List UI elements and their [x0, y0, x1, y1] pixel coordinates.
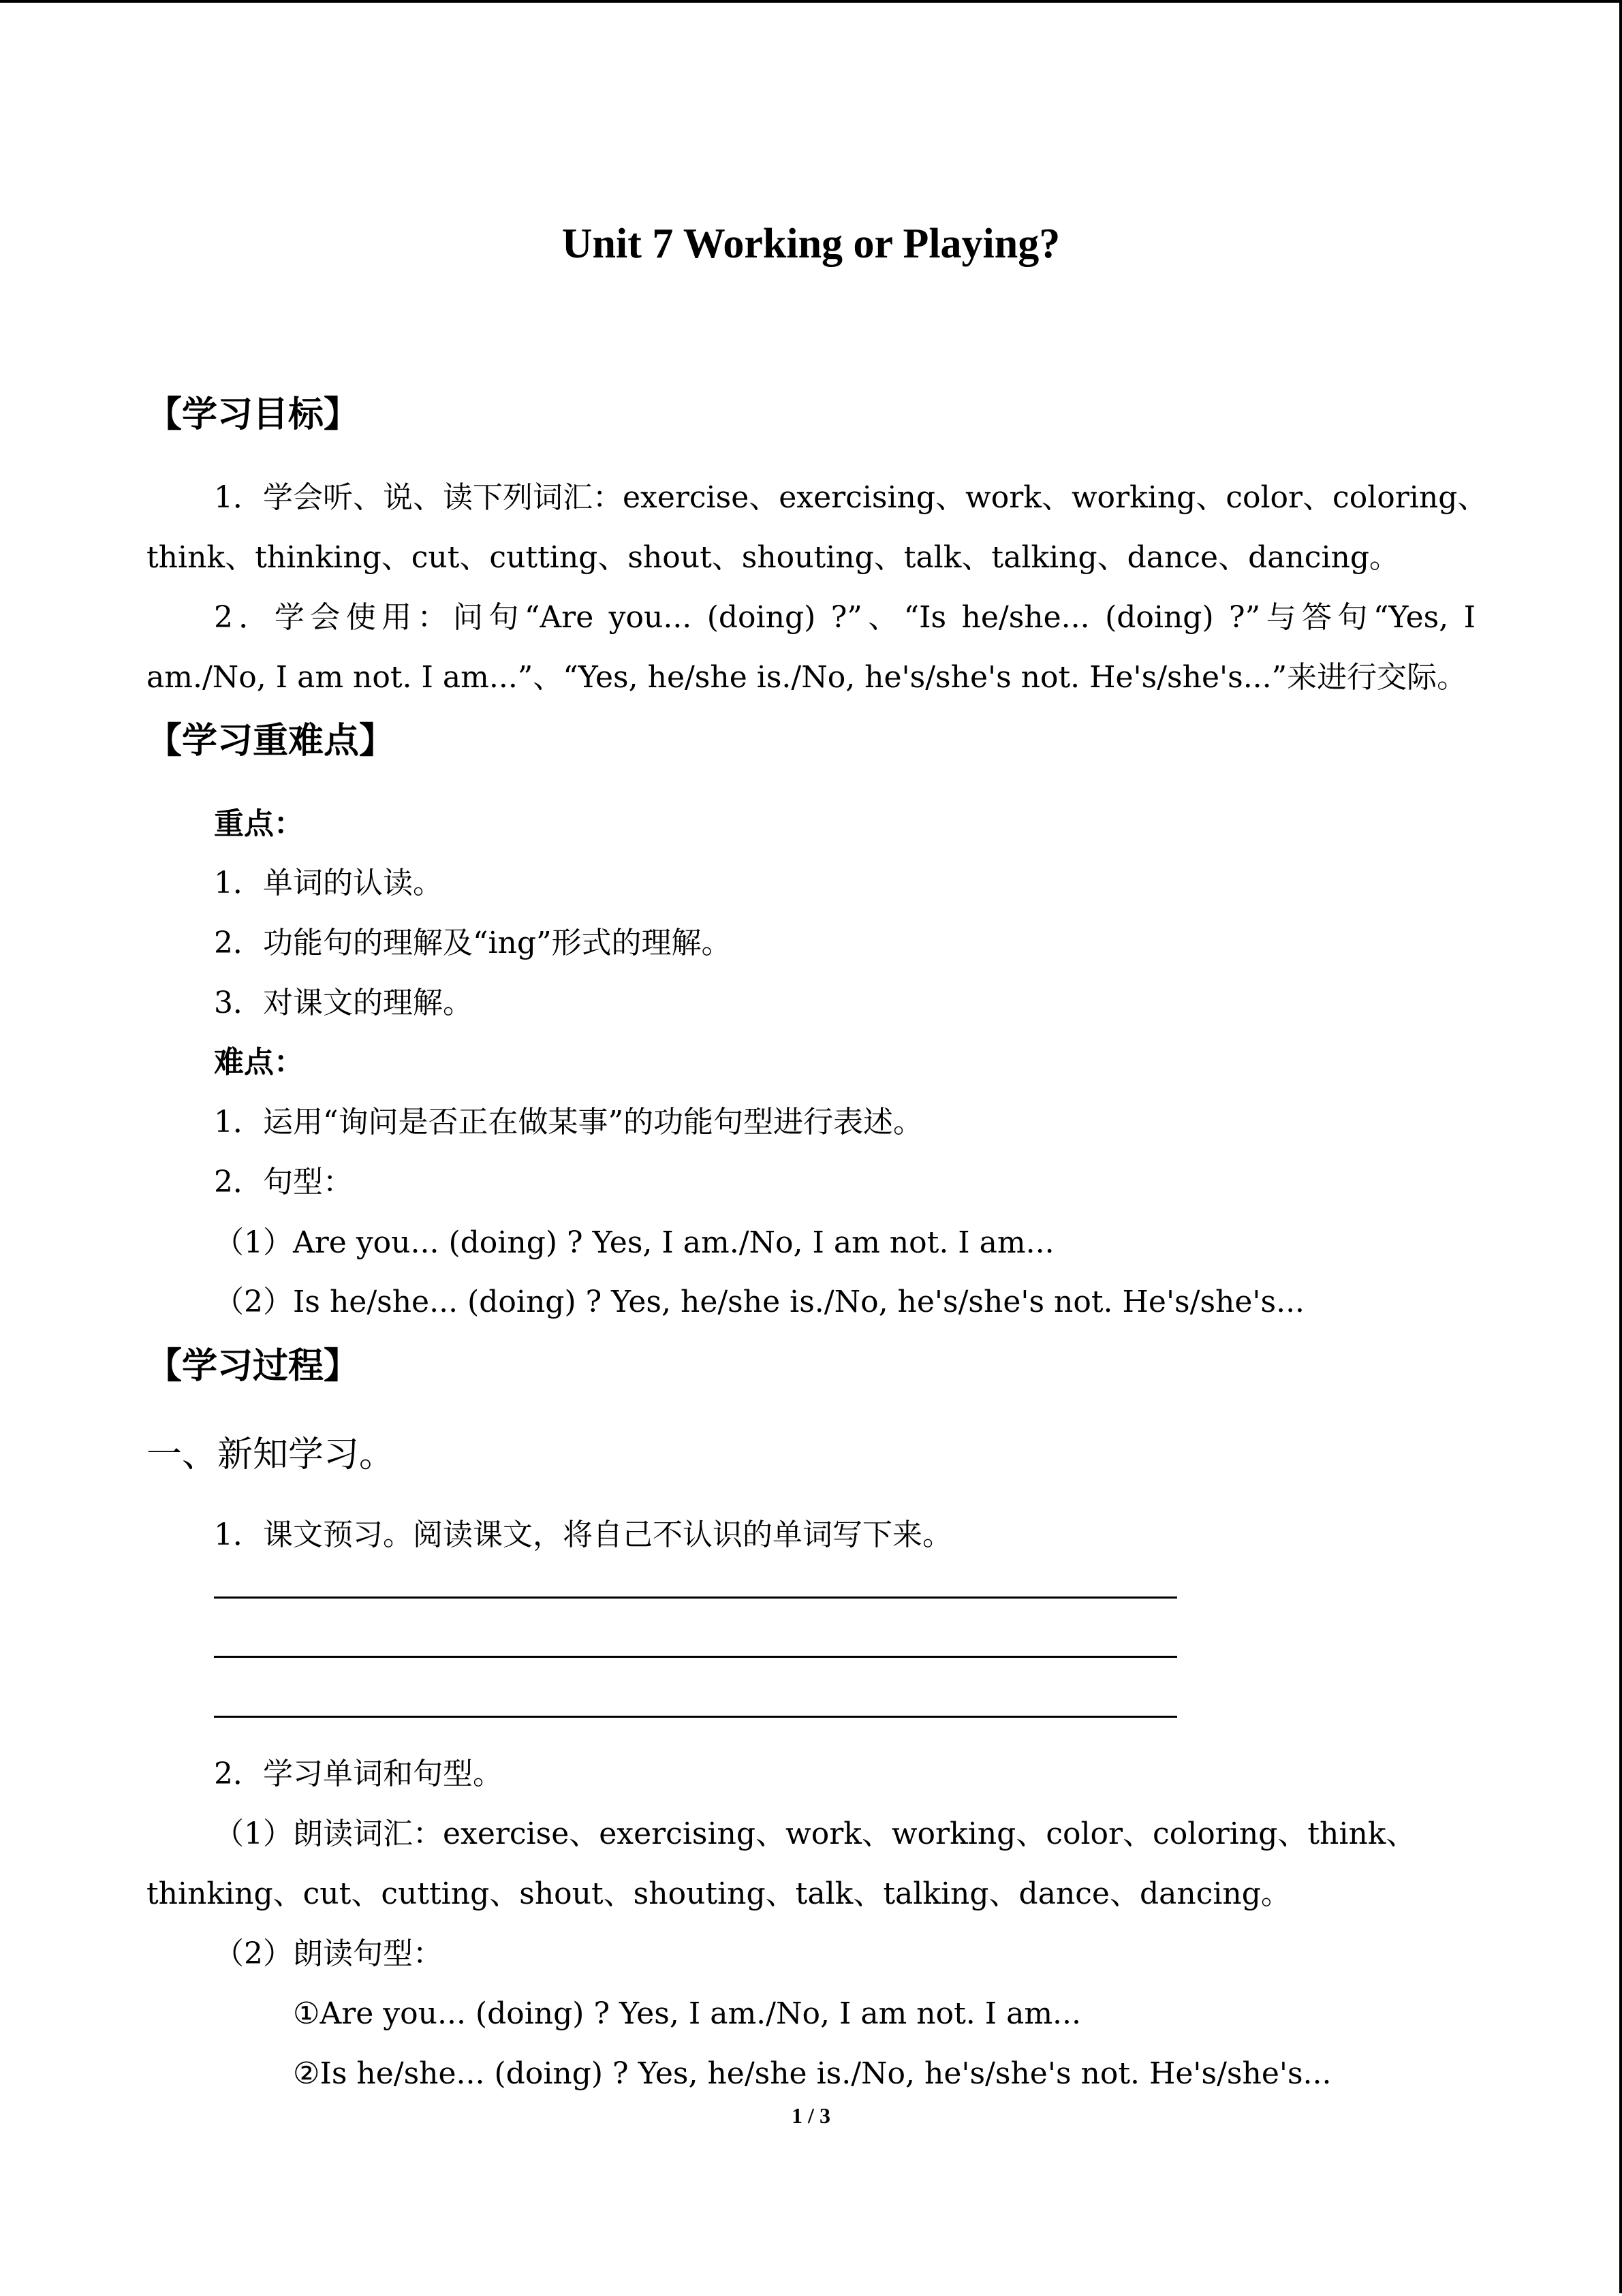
- section-heading-key-points: 【学习重难点】: [146, 721, 395, 761]
- objective-item-2-line-1: 2．学会使用：问句“Are you... (doing) ?”、“Is he/she... (doing) ?”与答句“Yes, I: [214, 600, 1476, 635]
- answer-blank-line-1[interactable]: [214, 1597, 1177, 1599]
- focus-label: 重点：: [214, 806, 304, 841]
- difficulty-pattern-2: （2）Is he/she... (doing) ? Yes, he/she is./No, he's/she's not. He's/she's...: [214, 1285, 1305, 1319]
- section-heading-objectives: 【学习目标】: [146, 394, 360, 435]
- task-2-sub-1-line-1: （1）朗读词汇：exercise、exercising、work、working、color、coloring、think、: [214, 1817, 1416, 1851]
- focus-item-2: 2．功能句的理解及“ing”形式的理解。: [214, 926, 732, 960]
- objective-item-1-line-2: think、thinking、cut、cutting、shout、shouting、talk、talking、dance、dancing。: [146, 540, 1400, 575]
- task-2-sentence-2: ②Is he/she... (doing) ? Yes, he/she is./No, he's/she's not. He's/she's...: [293, 2056, 1332, 2091]
- difficulty-pattern-1: （1）Are you... (doing) ? Yes, I am./No, I am not. I am...: [214, 1225, 1055, 1260]
- difficulty-label: 难点：: [214, 1045, 304, 1080]
- focus-item-3: 3．对课文的理解。: [214, 986, 473, 1020]
- difficulty-item-2: 2．句型：: [214, 1165, 353, 1199]
- focus-item-1: 1．单词的认读。: [214, 866, 443, 900]
- task-2-sub-2: （2）朗读句型：: [214, 1936, 443, 1971]
- task-2-sub-1-line-2: thinking、cut、cutting、shout、shouting、talk、talking、dance、dancing。: [146, 1876, 1291, 1911]
- difficulty-item-1: 1．运用“询问是否正在做某事”的功能句型进行表述。: [214, 1105, 923, 1139]
- task-1-instruction: 1．课文预习。阅读课文，将自己不认识的单词写下来。: [214, 1517, 952, 1552]
- part-1-heading: 一、新知学习。: [146, 1434, 395, 1475]
- task-2-sentence-1: ①Are you... (doing) ? Yes, I am./No, I am not. I am...: [293, 1996, 1082, 2031]
- answer-blank-line-2[interactable]: [214, 1656, 1177, 1658]
- page-number: 1 / 3: [792, 2103, 830, 2128]
- objective-item-1-line-1: 1．学会听、说、读下列词汇：exercise、exercising、work、working、color、coloring、: [214, 480, 1488, 515]
- objective-item-2-line-2: am./No, I am not. I am...”、“Yes, he/she is./No, he's/she's not. He's/she's...”来进行交际。: [146, 660, 1467, 695]
- task-2-heading: 2．学习单词和句型。: [214, 1757, 503, 1791]
- document-title: Unit 7 Working or Playing?: [561, 221, 1061, 267]
- section-heading-process: 【学习过程】: [146, 1346, 360, 1387]
- document-page: [0, 3, 1622, 2296]
- answer-blank-line-3[interactable]: [214, 1716, 1177, 1718]
